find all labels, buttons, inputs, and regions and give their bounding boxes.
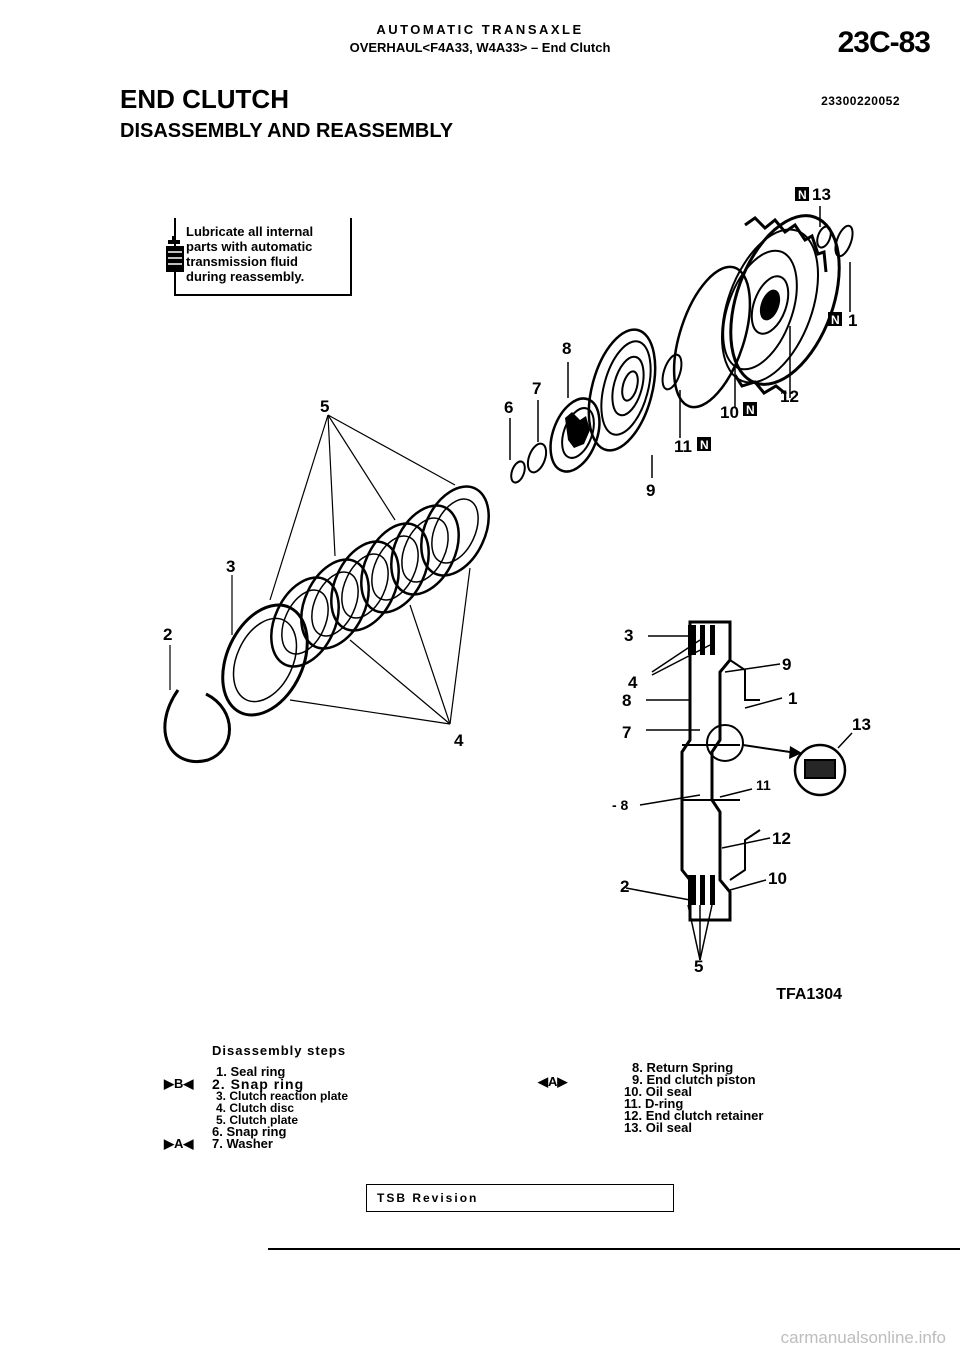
callout-3: 3 bbox=[226, 557, 236, 576]
new-part-mark-label: N bbox=[831, 313, 840, 327]
end-clutch-retainer-drawing bbox=[703, 201, 860, 399]
section-callout-12: 12 bbox=[772, 829, 791, 848]
subsection-dash: – bbox=[527, 40, 542, 55]
reassembly-mark-center: ◀A▶ bbox=[538, 1074, 568, 1089]
page-number: 23C-83 bbox=[837, 26, 930, 59]
step-item: 9. End clutch piston bbox=[632, 1072, 756, 1087]
exploded-callouts bbox=[163, 185, 857, 750]
step-item: 5. Clutch plate bbox=[216, 1113, 299, 1127]
section-callout-2: 2 bbox=[620, 877, 630, 896]
tsb-revision-box bbox=[366, 1184, 674, 1212]
callout-8: 8 bbox=[562, 339, 572, 358]
tsb-revision-label: TSB Revision bbox=[377, 1191, 479, 1205]
section-callout-10: 10 bbox=[768, 869, 787, 888]
manual-section: AUTOMATIC TRANSAXLE bbox=[376, 22, 584, 37]
section-callout-13: 13 bbox=[852, 715, 871, 734]
callout-1: 1 bbox=[848, 311, 858, 330]
section-callout-1: 1 bbox=[788, 689, 798, 708]
note-line: during reassembly. bbox=[186, 269, 305, 284]
step-item: 2. Snap ring bbox=[212, 1076, 305, 1092]
steps-list-left bbox=[212, 1064, 349, 1151]
step-item: 3. Clutch reaction plate bbox=[216, 1089, 349, 1103]
step-item: 11. D-ring bbox=[624, 1096, 684, 1111]
note-line: Lubricate all internal bbox=[186, 224, 314, 239]
new-part-mark-label: N bbox=[746, 403, 755, 417]
subsection-main: OVERHAUL<F4A33, W4A33> bbox=[349, 40, 528, 55]
new-part-mark-label: N bbox=[798, 188, 807, 202]
section-callout-9: 9 bbox=[782, 655, 792, 674]
section-callout-4: 4 bbox=[628, 673, 638, 692]
bottom-rule bbox=[268, 1248, 960, 1250]
page-title: END CLUTCH bbox=[120, 84, 289, 114]
callout-4: 4 bbox=[454, 731, 464, 750]
step-item: 12. End clutch retainer bbox=[624, 1108, 764, 1123]
section-callout-8: 8 bbox=[622, 691, 632, 710]
document-id: 23300220052 bbox=[821, 94, 900, 108]
steps-title: Disassembly steps bbox=[212, 1043, 347, 1058]
step-item: 8. Return Spring bbox=[632, 1060, 734, 1075]
note-line: parts with automatic bbox=[186, 239, 313, 254]
callout-10: 10 bbox=[720, 403, 739, 422]
step-item: 1. Seal ring bbox=[216, 1064, 286, 1079]
return-spring-drawing bbox=[541, 392, 608, 478]
step-item: 4. Clutch disc bbox=[216, 1101, 295, 1115]
section-callout-7: 7 bbox=[622, 723, 632, 742]
step-item: 7. Washer bbox=[212, 1136, 273, 1151]
callout-7: 7 bbox=[532, 379, 542, 398]
callout-13: 13 bbox=[812, 185, 831, 204]
callout-5: 5 bbox=[320, 397, 330, 416]
reassembly-mark-b: ▶B◀ bbox=[164, 1076, 194, 1091]
step-item: 6. Snap ring bbox=[212, 1124, 287, 1139]
figure-id: TFA1304 bbox=[776, 986, 842, 1003]
section-callout-3: 3 bbox=[624, 626, 634, 645]
step-item: 10. Oil seal bbox=[624, 1084, 692, 1099]
subsection-topic: End Clutch bbox=[541, 40, 611, 55]
step-item: 13. Oil seal bbox=[624, 1120, 692, 1135]
callout-6: 6 bbox=[504, 398, 514, 417]
section-callout-minus-8: - 8 bbox=[612, 797, 629, 813]
callout-9: 9 bbox=[646, 481, 656, 500]
new-part-mark-label: N bbox=[700, 438, 709, 452]
clutch-pack-drawing bbox=[206, 476, 502, 729]
section-callout-11: 11 bbox=[756, 777, 771, 793]
section-callouts bbox=[612, 626, 871, 976]
callout-2: 2 bbox=[163, 625, 173, 644]
callout-12: 12 bbox=[780, 387, 799, 406]
note-line: transmission fluid bbox=[186, 254, 298, 269]
section-callout-5: 5 bbox=[694, 957, 704, 976]
watermark: carmanualsonline.info bbox=[780, 1328, 946, 1347]
reassembly-mark-a: ▶A◀ bbox=[164, 1136, 194, 1151]
callout-11: 11 bbox=[674, 437, 692, 456]
steps-list-right bbox=[624, 1060, 764, 1135]
page-subtitle: DISASSEMBLY AND REASSEMBLY bbox=[120, 120, 454, 142]
